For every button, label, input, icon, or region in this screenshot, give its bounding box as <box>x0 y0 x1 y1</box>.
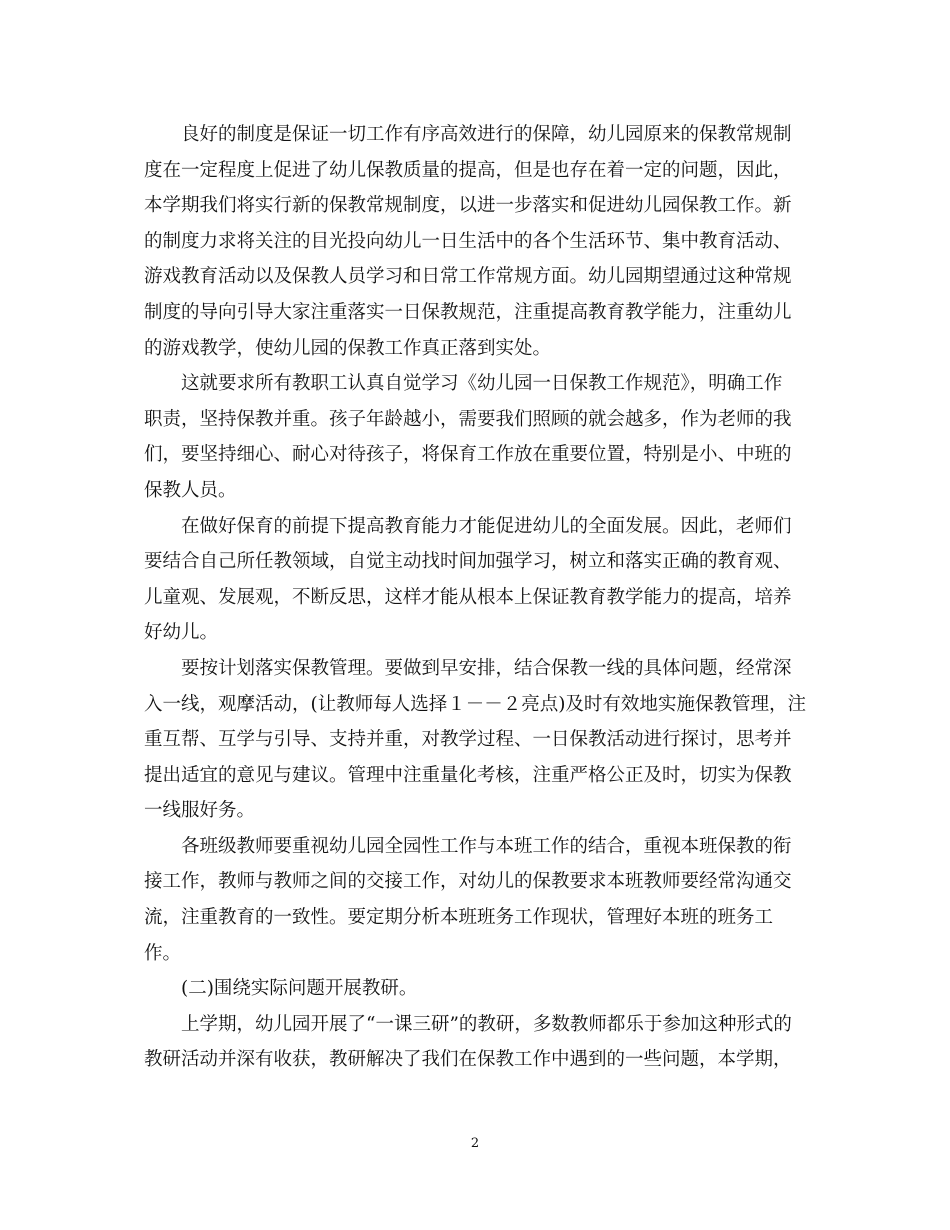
text-line: 要按计划落实保教管理。要做到早安排，结合保教一线的具体问题，经常深 <box>181 657 792 679</box>
text-line: 这就要求所有教职工认真自觉学习《幼儿园一日保教工作规范》，明确工作 <box>181 373 783 395</box>
text-line: 保教人员。 <box>144 479 237 501</box>
text-line: 各班级教师要重视幼儿园全园性工作与本班工作的结合，重视本班保教的衔 <box>181 835 792 857</box>
paragraph <box>144 1007 808 1078</box>
page-number: 2 <box>470 1136 480 1151</box>
text-line: 流，注重教育的一致性。要定期分析本班班务工作现状，管理好本班的班务工 <box>144 907 774 929</box>
text-line: 职责，坚持保教并重。孩子年龄越小，需要我们照顾的就会越多，作为老师的我 <box>144 408 792 430</box>
body-text <box>144 117 808 1078</box>
text-line: 提出适宜的意见与建议。管理中注重量化考核，注重严格公正及时，切实为保教 <box>144 764 792 786</box>
text-line: 的制度力求将关注的目光投向幼儿一日生活中的各个生活环节、集中教育活动、 <box>144 230 792 252</box>
text-line: 的游戏教学，使幼儿园的保教工作真正落到实处。 <box>144 337 552 359</box>
paragraph <box>144 366 808 508</box>
text-line: 一线服好务。 <box>144 800 256 822</box>
text-line: 儿童观、发展观，不断反思，这样才能从根本上保证教育教学能力的提高，培养 <box>144 586 792 608</box>
text-line: 在做好保育的前提下提高教育能力才能促进幼儿的全面发展。因此，老师们 <box>181 515 792 537</box>
text-line: 上学期，幼儿园开展了“一课三研”的教研，多数教师都乐于参加这种形式的 <box>181 1013 792 1035</box>
text-line: 作。 <box>144 942 182 964</box>
text-line: 本学期我们将实行新的保教常规制度，以进一步落实和促进幼儿园保教工作。新 <box>144 195 792 217</box>
text-line: 入一线，观摩活动，(让教师每人选择１－－２亮点)及时有效地实施保教管理，注 <box>144 693 806 715</box>
text-line: 度在一定程度上促进了幼儿保教质量的提高，但是也存在着一定的问题，因此， <box>144 159 792 181</box>
text-line: 良好的制度是保证一切工作有序高效进行的保障，幼儿园原来的保教常规制 <box>181 124 792 145</box>
text-line: 重互帮、互学与引导、支持并重，对教学过程、一日保教活动进行探讨，思考并 <box>144 729 792 751</box>
paragraph <box>144 509 808 651</box>
text-line: 们，要坚持细心、耐心对待孩子，将保育工作放在重要位置，特别是小、中班的 <box>144 444 792 466</box>
text-line: 制度的导向引导大家注重落实一日保教规范，注重提高教育教学能力，注重幼儿 <box>144 301 792 323</box>
paragraph <box>144 829 808 971</box>
section-heading <box>144 971 808 1007</box>
heading-line: (二)围绕实际问题开展教研。 <box>181 978 418 1000</box>
text-line: 游戏教育活动以及保教人员学习和日常工作常规方面。幼儿园期望通过这种常规 <box>144 266 792 288</box>
text-line: 要结合自己所任教领域，自觉主动找时间加强学习，树立和落实正确的教育观、 <box>144 551 792 573</box>
text-line: 好幼儿。 <box>144 622 219 644</box>
paragraph <box>144 117 808 366</box>
paragraph <box>144 651 808 829</box>
text-line: 教研活动并深有收获，教研解决了我们在保教工作中遇到的一些问题，本学期， <box>144 1049 792 1071</box>
text-line: 接工作，教师与教师之间的交接工作，对幼儿的保教要求本班教师要经常沟通交 <box>144 871 792 893</box>
